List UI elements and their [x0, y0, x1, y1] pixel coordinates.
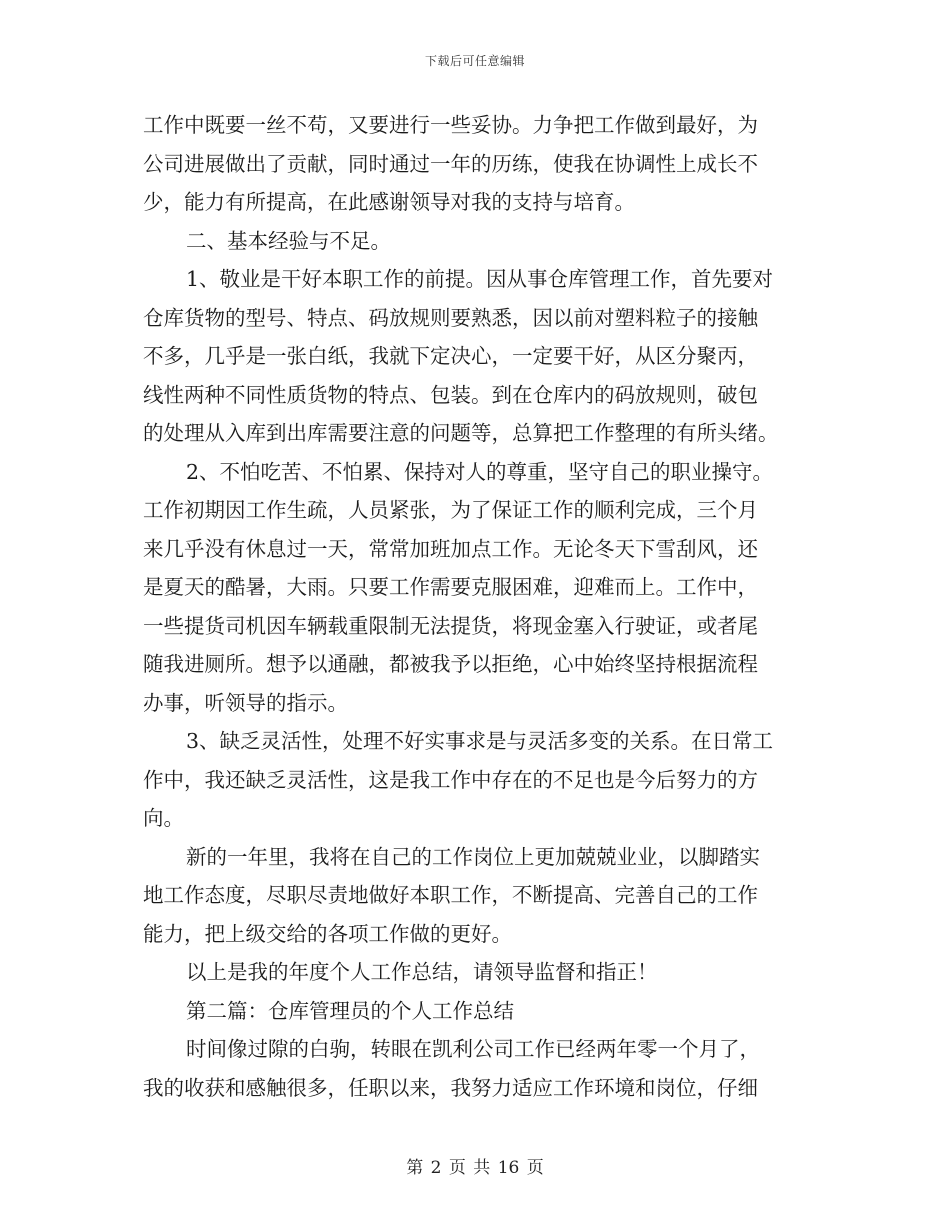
text-line: 我的收获和感触很多，任职以来，我努力适应工作环境和岗位，仔细	[143, 1075, 758, 1100]
text-line: 不多，几乎是一张白纸，我就下定决心，一定要干好，从区分聚丙，	[143, 344, 758, 368]
text-line: 3、缺乏灵活性，处理不好实事求是与灵活多变的关系。在日常工	[186, 729, 774, 753]
text-line: 是夏天的酷暑，大雨。只要工作需要克服困难，迎难而上。工作中，	[143, 575, 758, 599]
text-line: 新的一年里，我将在自己的工作岗位上更加兢兢业业，以脚踏实	[186, 844, 760, 869]
text-line: 工作初期因工作生疏，人员紧张，为了保证工作的顺利完成，三个月	[143, 498, 758, 522]
page-number-footer: 第 2 页 共 16 页	[406, 1158, 544, 1178]
document-body	[143, 106, 808, 1107]
text-line: 能力，把上级交给的各项工作做的更好。	[143, 921, 512, 946]
text-line: 仓库货物的型号、特点、码放规则要熟悉，因以前对塑料粒子的接触	[143, 305, 758, 330]
text-line: 2、不怕吃苦、不怕累、保持对人的尊重，坚守自己的职业操守。	[186, 459, 774, 484]
text-line: 线性两种不同性质货物的特点、包装。到在仓库内的码放规则，破包	[143, 382, 758, 407]
text-line: 工作中既要一丝不苟，又要进行一些妥协。力争把工作做到最好，为	[143, 113, 758, 137]
text-line: 二、基本经验与不足。	[186, 228, 391, 253]
text-line: 一些提货司机因车辆载重限制无法提货，将现金塞入行驶证，或者尾	[143, 613, 758, 638]
text-line: 的处理从入库到出库需要注意的问题等，总算把工作整理的有所头绪。	[143, 421, 779, 445]
text-line: 少，能力有所提高，在此感谢领导对我的支持与培育。	[143, 190, 635, 214]
page-header: 下载后可任意编辑	[424, 54, 525, 68]
text-line: 作中，我还缺乏灵活性，这是我工作中存在的不足也是今后努力的方	[143, 767, 758, 792]
text-line: 1、敬业是干好本职工作的前提。因从事仓库管理工作，首先要对	[186, 267, 774, 291]
text-line: 以上是我的年度个人工作总结，请领导监督和指正！	[186, 960, 658, 984]
text-line: 办事，听领导的指示。	[143, 690, 348, 715]
text-line: 第二篇：仓库管理员的个人工作总结	[186, 998, 514, 1023]
text-line: 地工作态度，尽职尽责地做好本职工作，不断提高、完善自己的工作	[143, 883, 758, 907]
text-line: 随我进厕所。想予以通融，都被我予以拒绝，心中始终坚持根据流程	[143, 652, 758, 676]
text-line: 公司进展做出了贡献，同时通过一年的历练，使我在协调性上成长不	[143, 151, 758, 176]
text-line: 来几乎没有休息过一天，常常加班加点工作。无论冬天下雪刮风，还	[143, 536, 758, 561]
text-line: 向。	[143, 806, 184, 830]
text-line: 时间像过隙的白驹，转眼在凯利公司工作已经两年零一个月了，	[186, 1037, 760, 1061]
